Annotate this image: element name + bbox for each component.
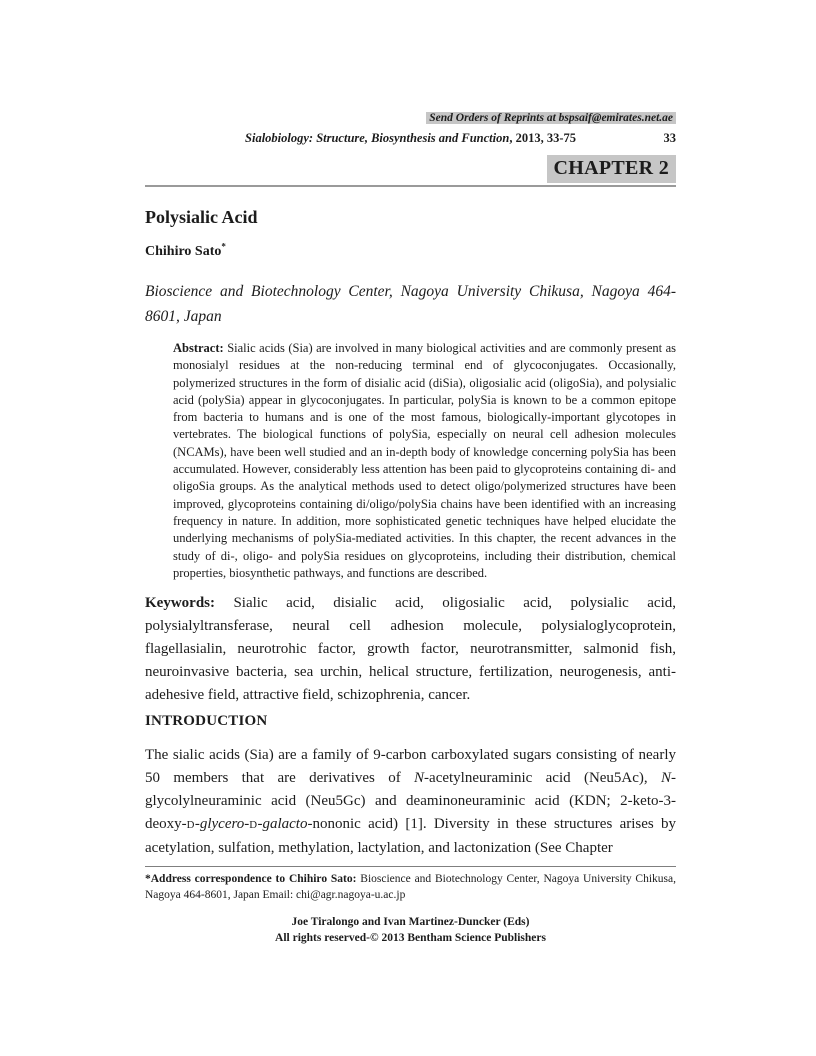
page-title: Polysialic Acid bbox=[145, 207, 258, 227]
page-number: 33 bbox=[663, 131, 676, 145]
publisher-footer bbox=[145, 915, 676, 946]
author-line bbox=[145, 241, 676, 260]
footer-editors: Joe Tiralongo and Ivan Martinez-Duncker (Eds) bbox=[291, 916, 530, 929]
author-name: Chihiro Sato bbox=[145, 244, 222, 259]
document-page bbox=[145, 111, 676, 946]
section-heading-introduction: INTRODUCTION bbox=[145, 713, 268, 730]
journal-header bbox=[145, 130, 676, 146]
chapter-badge: CHAPTER 2 bbox=[547, 155, 676, 183]
intro-paragraph: The sialic acids (Sia) are a family of 9-carbon carboxylated sugars consisting of nearly 50 members that are derivatives of N-acetylneuraminic acid (Neu5Ac), N-glycolylneuraminic acid (Neu5Gc) and deaminoneuraminic acid (KDN; 2-keto-3-deoxy-D-glycero-D-galacto-nononic acid) [1]. Diversity in these structures arises by acetylation, sulfation, methylation, lactylation, and lactonization (See Chapter bbox=[145, 747, 677, 857]
reprint-notice-row bbox=[145, 111, 676, 126]
correspondence-footnote: *Address correspondence to Chihiro Sato: Bioscience and Biotechnology Center, Nagoya University Chikusa, Nagoya 464-8601, Japan Email: chi@agr.nagoya-u.ac.jp bbox=[145, 873, 676, 901]
affiliation: Bioscience and Biotechnology Center, Nagoya University Chikusa, Nagoya 464-8601, Japan bbox=[145, 283, 676, 325]
author-footnote-mark: * bbox=[221, 241, 226, 252]
chapter-badge-row bbox=[145, 155, 676, 183]
footer-copyright: All rights reserved-© 2013 Bentham Science Publishers bbox=[275, 931, 546, 944]
footnote-divider bbox=[145, 866, 676, 867]
keywords-paragraph: Keywords: Sialic acid, disialic acid, oligosialic acid, polysialic acid, polysialyltransferase, neural cell adhesion molecule, polysialoglycoprotein, flagellasialin, neurotrohic factor, growth factor, neurotransmitter, salmonid fish, neuroinvasive bacteria, sea urchin, helical structure, fertilization, neurogenesis, anti-adehesive field, attractive field, schizophrenia, cancer. bbox=[145, 595, 676, 704]
reprint-notice: Send Orders of Reprints at bspsaif@emirates.net.ae bbox=[426, 112, 676, 124]
header-divider bbox=[145, 185, 676, 187]
journal-title: Sialobiology: Structure, Biosynthesis and Function, 2013, 33-75 bbox=[245, 131, 576, 145]
abstract-paragraph: Abstract: Sialic acids (Sia) are involved in many biological activities and are commonly present as monosialyl residues at the non-reducing terminal end of glycoconjugates. Occasionally, polymerized structures in the form of disialic acid (diSia), oligosialic acid (oligoSia), and polysialic acid (polySia) appear in glycoconjugates. In particular, polySia is known to be a common epitope from bacteria to humans and is one of the most famous, biologically-important glycotopes in vertebrates. The biological functions of polySia, especially on neural cell adhesion molecules (NCAMs), have been well studied and an in-depth body of knowledge concerning polySia has been accumulated. However, considerably less attention has been paid to glycoproteins containing di- and oligoSia groups. As the analytical methods used to detect oligo/polymerized structures have been improved, glycoproteins containing di/oligo/polySia chains have been identified with an increasing frequency in nature. In addition, more sophisticated genetic techniques have helped elucidate the underlying mechanisms of polySia-mediated activities. In this chapter, the recent advances in the study of di-, oligo- and polySia residues on glycoproteins, including their distribution, chemical properties, biosynthetic pathways, and functions are described. bbox=[173, 341, 676, 580]
